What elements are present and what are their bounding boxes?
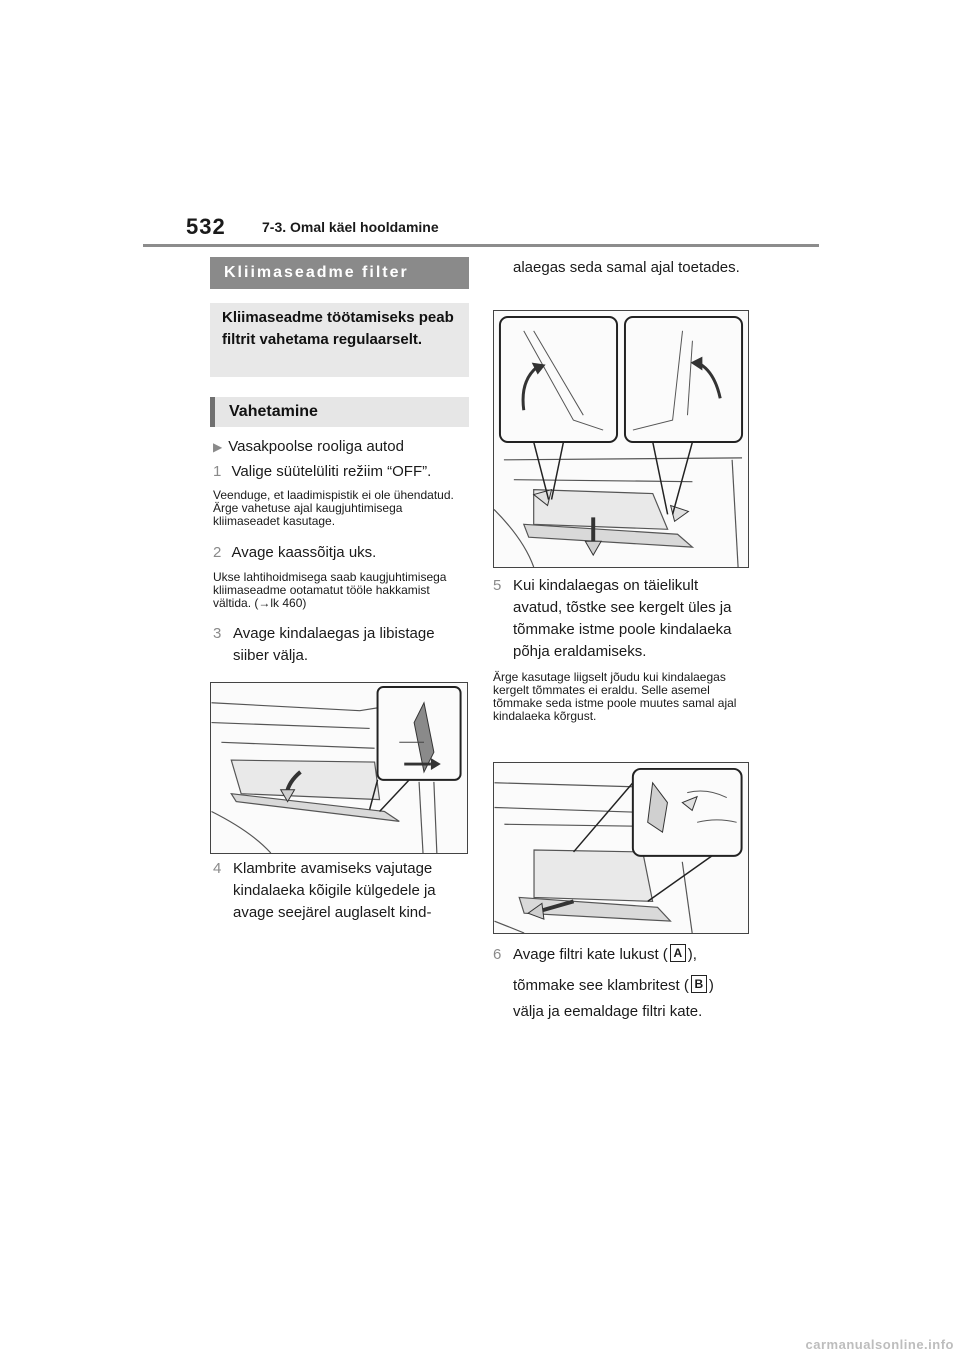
step-4: [213, 858, 473, 924]
header-rule: [143, 244, 819, 247]
step-4-continuation: alaegas seda samal ajal toetades.: [513, 259, 740, 276]
step-5-number: 5: [493, 577, 502, 594]
step-5: [493, 575, 758, 663]
bullet-text: Vasakpoolse rooliga autod: [228, 438, 404, 455]
step-1-text: Valige süütelüliti režiim “OFF”.: [231, 463, 432, 480]
bullet-arrow-icon: ▶: [213, 440, 223, 454]
step-6-part-3: tõmmake see klambritest (: [513, 977, 689, 994]
step-6-part-4: ): [708, 977, 714, 994]
step-6-part-1: Avage filtri kate lukust (: [513, 946, 668, 963]
watermark: carmanualsonline.info: [805, 1337, 954, 1352]
step-2: [213, 542, 473, 564]
step-3-text: Avage kindalaegas ja libistage siiber välja.: [233, 625, 435, 664]
glovebox-remove-illustration: [494, 763, 748, 933]
step-6-number: 6: [493, 946, 502, 963]
step-1: [213, 461, 473, 483]
label-b: B: [691, 975, 707, 993]
step-5-note: Ärge kasutage liigselt jõudu kui kindalaegas kergelt tõmmates ei eraldu. Selle asemel tõmmake seda istme poole muutes samal ajal kindalaeka kõrgust.: [493, 670, 737, 723]
step-6: [493, 944, 758, 1023]
glovebox-clips-illustration: [494, 311, 748, 567]
glovebox-slide-illustration: [211, 683, 467, 853]
step-5-text: Kui kindalaegas on täielikult avatud, tõstke see kergelt üles ja tõmmake istme poole kindalaeka põhja eraldamiseks.: [513, 577, 732, 660]
step-2-note: Ukse lahtihoidmisega saab kaugjuhtimisega kliimaseadme ootamatut tööle hakkamist vältida. (→lk 460): [213, 570, 447, 610]
step-4-text: Klambrite avamiseks vajutage kindalaeka kõigile külgedele ja avage seejärel auglaselt kind-: [233, 860, 436, 921]
step-1-number: 1: [213, 463, 222, 480]
label-a: A: [670, 944, 686, 962]
step-6-line-2: [493, 975, 758, 997]
figure-glovebox-clips: [493, 310, 749, 568]
step-6-line-1-text: [513, 944, 697, 966]
step-6-line-1: [493, 944, 758, 966]
figure-glovebox-remove: [493, 762, 749, 934]
step-3-number: 3: [213, 625, 222, 642]
step-6-line-3: välja ja eemaldage filtri kate.: [513, 1003, 703, 1020]
step-6-part-2: ),: [687, 946, 697, 963]
page-number: 532: [186, 214, 226, 239]
step-4-number: 4: [213, 860, 222, 877]
figure-glovebox-slide: [210, 682, 468, 854]
sub-heading: Vahetamine: [210, 397, 469, 427]
section-title: 7-3. Omal käel hooldamine: [262, 219, 439, 235]
bullet-item: [213, 436, 473, 458]
intro-box: Kliimaseadme töötamiseks peab filtrit vahetama regulaarselt.: [210, 303, 469, 377]
step-2-text: Avage kaassõitja uks.: [231, 544, 377, 561]
main-heading: Kliimaseadme filter: [210, 257, 469, 289]
step-2-number: 2: [213, 544, 222, 561]
step-1-note: Veenduge, et laadimispistik ei ole ühendatud. Ärge vahetuse ajal kaugjuhtimisega kliimaseadet kasutage.: [213, 488, 454, 528]
step-3: [213, 623, 473, 667]
